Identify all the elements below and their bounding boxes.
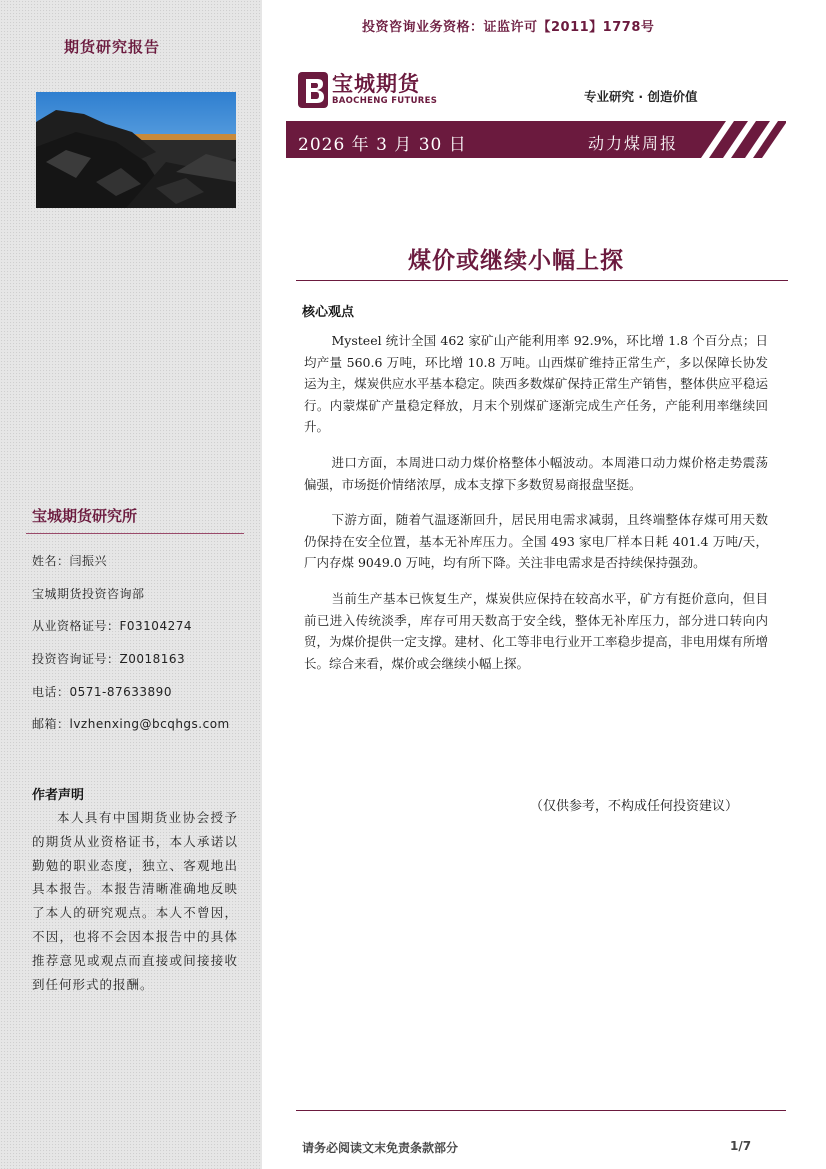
institute-name: 宝城期货研究所 — [32, 507, 138, 525]
declaration-title: 作者声明 — [32, 788, 85, 803]
footer-divider — [296, 1110, 786, 1111]
report-date: 2026 年 3 月 30 日 — [298, 135, 467, 155]
analyst-license: 从业资格证号：F03104274 — [32, 619, 192, 633]
title-divider — [296, 280, 788, 281]
paragraph-import: 进口方面，本周进口动力煤价格整体小幅波动。本周港口动力煤价格走势震荡偏强，市场挺价情绪浓厚，成本支撑下多数贸易商报盘坚挺。 — [304, 454, 768, 492]
coal-photo — [36, 92, 236, 208]
qualification-text: 投资咨询业务资格：证监许可【2011】1778号 — [362, 20, 655, 35]
disclaimer-note: 请务必阅读文末免责条款部分 — [302, 1141, 459, 1155]
paragraph-downstream: 下游方面，随着气温逐渐回升，居民用电需求减弱，且终端整体存煤可用天数仍保持在安全位置，基本无补库压力。全国 493 家电厂样本日耗 401.4 万吨/天，厂内存煤 9049.0 万吨，均有所下降。关注非电需求是否持续保持强劲。 — [304, 512, 768, 571]
reference-note: （仅供参考，不构成任何投资建议） — [530, 799, 739, 814]
core-view-heading: 核心观点 — [302, 305, 355, 320]
analyst-advisory-license: 投资咨询证号：Z0018163 — [32, 652, 186, 666]
paragraph-supply: Mysteel 统计全国 462 家矿山产能利用率 92.9%，环比增 1.8 个百分点；日均产量 560.6 万吨，环比增 10.8 万吨。山西煤矿维持正常生产，多以保障长协发运为主，煤炭供应水平基本稳定。陕西多数煤矿保持正常生产销售，整体供应平稳运行。内蒙煤矿产量稳定释放，月末个别煤矿逐渐完成生产任务，产能利用率继续回升。 — [304, 333, 768, 435]
page-number: 1/7 — [730, 1139, 752, 1153]
sidebar — [0, 0, 262, 1169]
report-label: 期货研究报告 — [64, 38, 161, 56]
logo-text-cn: 宝城期货 — [332, 72, 420, 96]
report-title: 煤价或继续小幅上探 — [408, 248, 624, 274]
sidebar-divider — [26, 533, 244, 534]
analyst-dept: 宝城期货投资咨询部 — [32, 587, 145, 601]
analyst-email: 邮箱：lvzhenxing@bcqhgs.com — [32, 717, 230, 731]
report-type: 动力煤周报 — [588, 134, 679, 153]
report-body — [304, 330, 768, 688]
declaration-text: 本人具有中国期货业协会授予的期货从业资格证书，本人承诺以勤勉的职业态度，独立、客观地出具本报告。本报告清晰准确地反映了本人的研究观点。本人不曾因，不因，也将不会因本报告中的具体推荐意见或观点而直接或间接接收到任何形式的报酬。 — [32, 810, 238, 992]
logo-text-en: BAOCHENG FUTURES — [332, 96, 438, 106]
analyst-phone: 电话：0571-87633890 — [32, 685, 172, 699]
slogan: 专业研究 · 创造价值 — [584, 89, 698, 104]
paragraph-outlook: 当前生产基本已恢复生产，煤炭供应保持在较高水平，矿方有挺价意向，但目前已进入传统淡季，库存可用天数高于安全线，整体无补库压力，部分进口转向内贸，为煤价提供一定支撑。建材、化工等非电行业开工率稳步提高，非电用煤有所增长。综合来看，煤价或会继续小幅上探。 — [304, 590, 768, 671]
analyst-name: 姓名：闫振兴 — [32, 554, 108, 568]
